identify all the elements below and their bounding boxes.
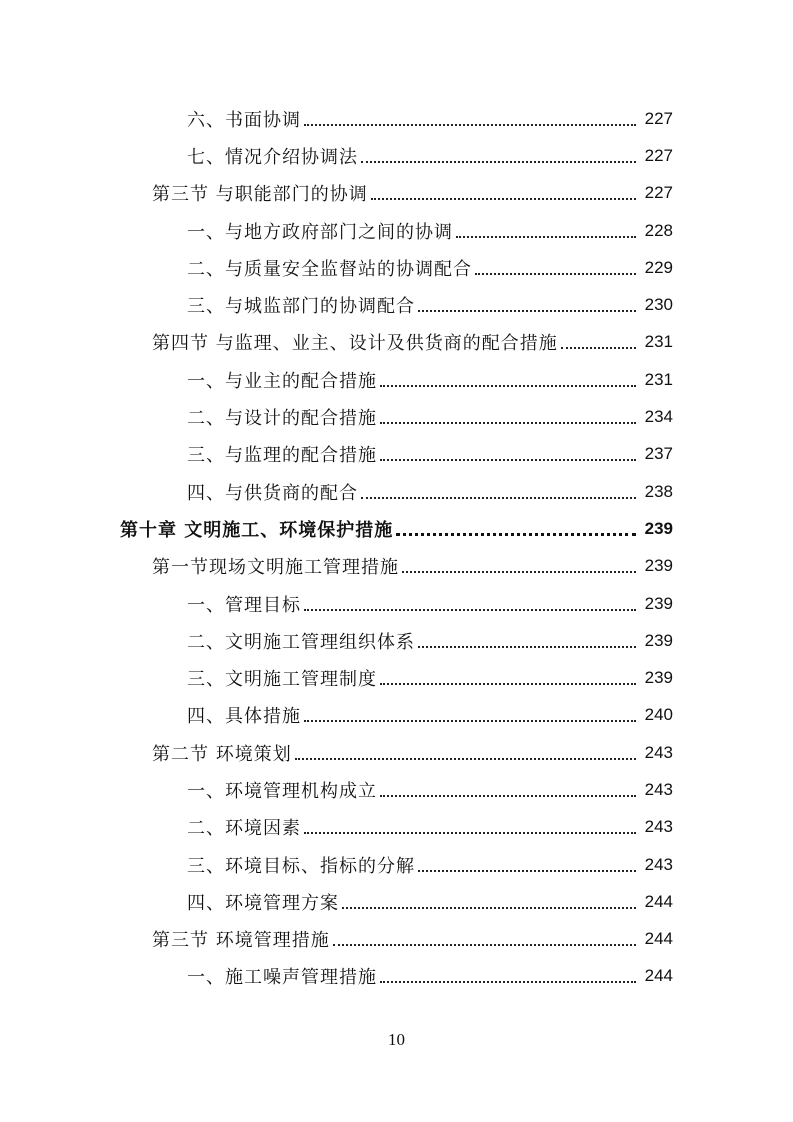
dot-leader xyxy=(396,513,636,536)
toc-entry-title: 四、具体措施 xyxy=(187,706,301,728)
toc-entry-title: 二、环境因素 xyxy=(187,818,301,840)
dot-leader xyxy=(402,551,636,573)
toc-entry-title: 第四节 与监理、业主、设计及供货商的配合措施 xyxy=(152,333,558,355)
toc-entry-page: 239 xyxy=(644,593,673,613)
dot-leader xyxy=(304,700,636,722)
dot-leader xyxy=(456,216,636,238)
dot-leader xyxy=(295,738,636,760)
toc-entry-page: 244 xyxy=(644,891,673,911)
toc-section-entry[interactable] xyxy=(0,734,793,771)
toc-entry-page: 227 xyxy=(644,183,673,203)
dot-leader xyxy=(333,924,636,946)
dot-leader xyxy=(342,887,636,909)
toc-subsection-entry[interactable] xyxy=(0,286,793,323)
dot-leader xyxy=(361,477,636,499)
toc-entry-page: 243 xyxy=(644,854,673,874)
toc-subsection-entry[interactable] xyxy=(0,659,793,696)
dot-leader xyxy=(418,626,636,648)
dot-leader xyxy=(380,775,636,797)
toc-subsection-entry[interactable] xyxy=(0,883,793,920)
dot-leader xyxy=(475,253,636,275)
toc-subsection-entry[interactable] xyxy=(0,771,793,808)
toc-section-entry[interactable] xyxy=(0,175,793,212)
toc-subsection-entry[interactable] xyxy=(0,137,793,174)
toc-subsection-entry[interactable] xyxy=(0,846,793,883)
toc-entry-title: 二、文明施工管理组织体系 xyxy=(187,631,415,653)
toc-entry-title: 第二节 环境策划 xyxy=(152,743,292,765)
toc-entry-title: 一、与地方政府部门之间的协调 xyxy=(187,221,453,243)
toc-entry-page: 238 xyxy=(644,481,673,501)
toc-entry-title: 第十章 文明施工、环境保护措施 xyxy=(120,519,394,541)
toc-entry-title: 七、情况介绍协调法 xyxy=(187,146,358,168)
toc-section-entry[interactable] xyxy=(0,921,793,958)
toc-entry-page: 239 xyxy=(644,630,673,650)
dot-leader xyxy=(361,141,636,163)
page-number: 10 xyxy=(388,1030,405,1049)
toc-entry-title: 一、施工噪声管理措施 xyxy=(187,967,377,989)
toc-entry-title: 三、文明施工管理制度 xyxy=(187,669,377,691)
toc-subsection-entry[interactable] xyxy=(0,249,793,286)
toc-entry-page: 227 xyxy=(644,108,673,128)
toc-entry-title: 四、环境管理方案 xyxy=(187,892,339,914)
toc-entry-page: 239 xyxy=(644,668,673,688)
toc-entry-page: 243 xyxy=(644,817,673,837)
toc-subsection-entry[interactable] xyxy=(0,585,793,622)
toc-entry-title: 四、与供货商的配合 xyxy=(187,482,358,504)
toc-entry-title: 六、书面协调 xyxy=(187,109,301,131)
toc-entry-page: 231 xyxy=(644,369,673,389)
dot-leader xyxy=(561,327,636,349)
toc-entry-page: 234 xyxy=(644,407,673,427)
toc-entry-title: 一、与业主的配合措施 xyxy=(187,370,377,392)
toc-entry-page: 240 xyxy=(644,705,673,725)
toc-entry-page: 237 xyxy=(644,444,673,464)
dot-leader xyxy=(380,663,636,685)
toc-subsection-entry[interactable] xyxy=(0,958,793,995)
toc-entry-title: 二、与质量安全监督站的协调配合 xyxy=(187,258,472,280)
dot-leader xyxy=(304,104,636,126)
toc-subsection-entry[interactable] xyxy=(0,473,793,510)
toc-entry-page: 239 xyxy=(644,518,673,538)
toc-entry-title: 一、环境管理机构成立 xyxy=(187,780,377,802)
table-of-contents xyxy=(0,100,793,995)
toc-entry-page: 244 xyxy=(644,966,673,986)
toc-subsection-entry[interactable] xyxy=(0,436,793,473)
toc-subsection-entry[interactable] xyxy=(0,697,793,734)
toc-subsection-entry[interactable] xyxy=(0,361,793,398)
toc-subsection-entry[interactable] xyxy=(0,212,793,249)
dot-leader xyxy=(380,402,636,424)
dot-leader xyxy=(304,589,636,611)
dot-leader xyxy=(371,178,636,200)
toc-subsection-entry[interactable] xyxy=(0,622,793,659)
toc-entry-page: 243 xyxy=(644,779,673,799)
toc-entry-page: 227 xyxy=(644,145,673,165)
toc-entry-title: 三、与监理的配合措施 xyxy=(187,445,377,467)
toc-entry-title: 第三节 与职能部门的协调 xyxy=(152,184,368,206)
toc-entry-page: 231 xyxy=(644,332,673,352)
toc-entry-title: 第一节现场文明施工管理措施 xyxy=(152,557,399,579)
dot-leader xyxy=(380,961,636,983)
dot-leader xyxy=(418,850,636,872)
toc-entry-title: 第三节 环境管理措施 xyxy=(152,930,330,952)
toc-entry-page: 229 xyxy=(644,257,673,277)
toc-subsection-entry[interactable] xyxy=(0,809,793,846)
toc-entry-title: 一、管理目标 xyxy=(187,594,301,616)
toc-section-entry[interactable] xyxy=(0,548,793,585)
toc-entry-title: 三、环境目标、指标的分解 xyxy=(187,855,415,877)
dot-leader xyxy=(304,812,636,834)
toc-entry-page: 230 xyxy=(644,295,673,315)
toc-chapter-entry[interactable] xyxy=(0,510,793,547)
toc-entry-page: 244 xyxy=(644,929,673,949)
dot-leader xyxy=(380,365,636,387)
toc-entry-page: 239 xyxy=(644,556,673,576)
toc-subsection-entry[interactable] xyxy=(0,100,793,137)
toc-section-entry[interactable] xyxy=(0,324,793,361)
toc-entry-page: 228 xyxy=(644,220,673,240)
toc-entry-title: 二、与设计的配合措施 xyxy=(187,408,377,430)
toc-subsection-entry[interactable] xyxy=(0,398,793,435)
dot-leader xyxy=(418,290,636,312)
toc-entry-title: 三、与城监部门的协调配合 xyxy=(187,296,415,318)
dot-leader xyxy=(380,439,636,461)
toc-entry-page: 243 xyxy=(644,742,673,762)
